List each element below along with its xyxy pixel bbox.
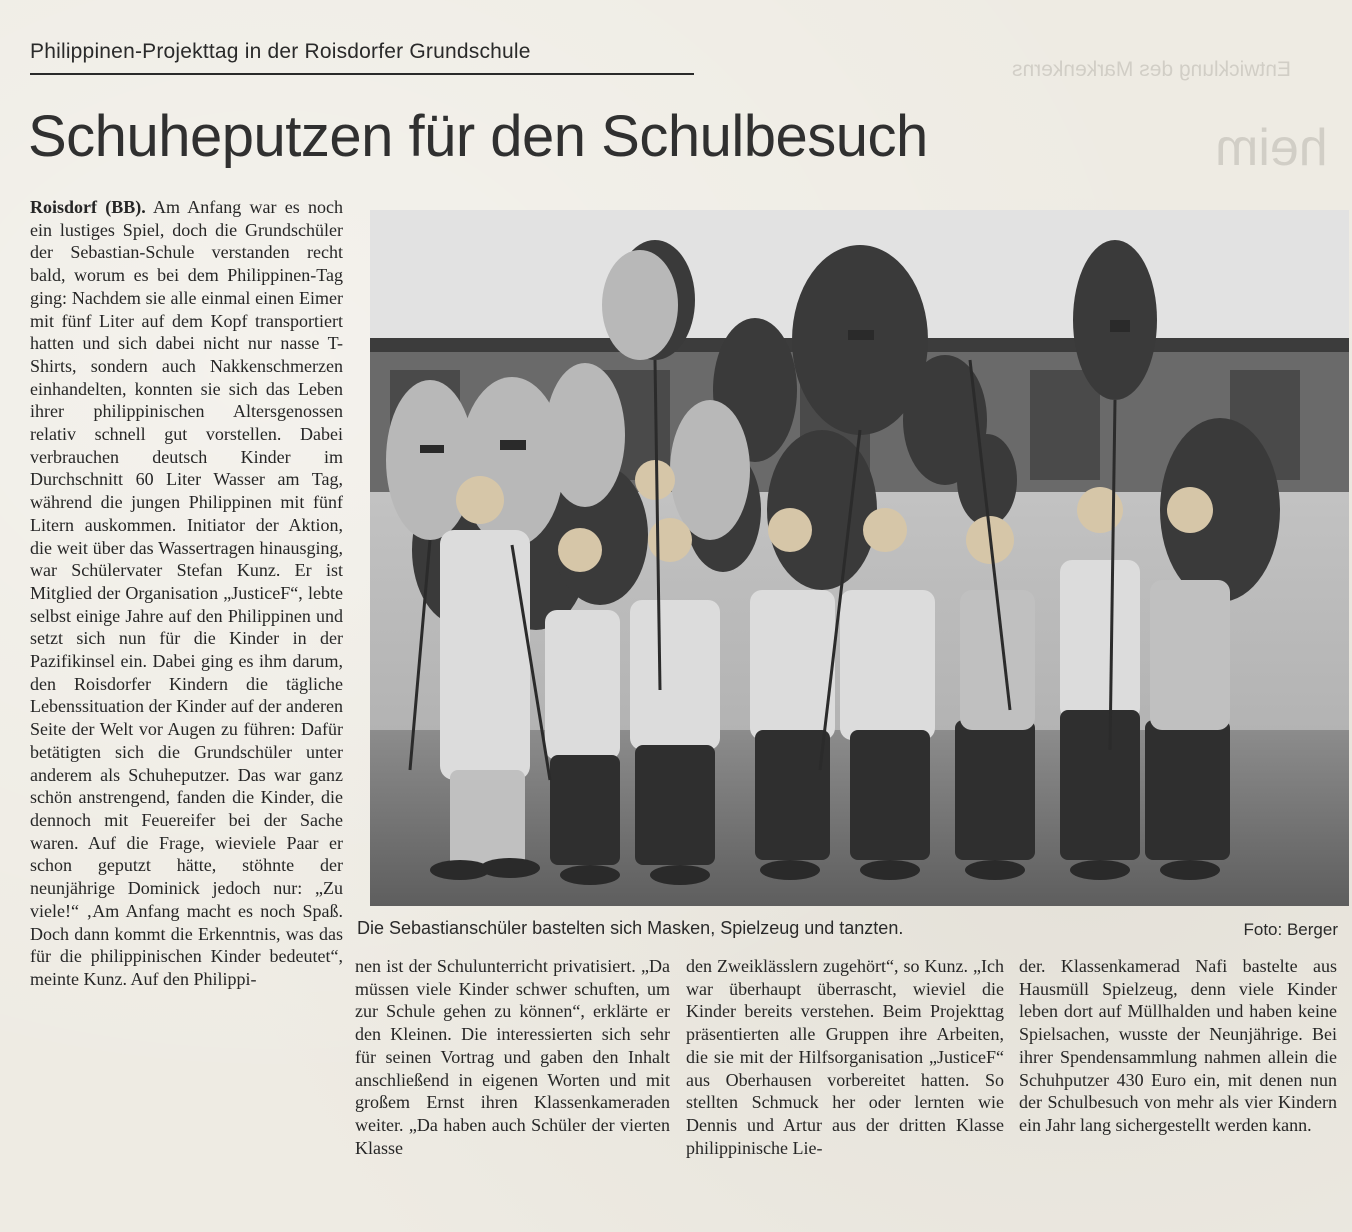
article-headline: Schuheputzen für den Schulbesuch [28, 104, 928, 169]
article-dateline: Roisdorf (BB). [30, 197, 146, 217]
photo-caption: Die Sebastianschüler bastelten sich Masken, Spielzeug und tanzten. [357, 918, 904, 938]
bleed-through-text: Entwicklung des Markenkerns [1012, 58, 1291, 81]
article-column-3 [686, 955, 1004, 1159]
kicker-underline [30, 73, 694, 75]
column-1-text: Am Anfang war es noch ein lustiges Spiel, doch die Grundschüler der Sebastian-Schule verstanden recht bald, worum es bei dem Philippinen-Tag ging: Nachdem sie alle einmal einen Eimer mit fünf Liter auf dem Kopf transportiert hatten und sich dabei nicht nur nasse T-Shirts, sondern auch Nakkenschmerzen einhandelten, konnten sie sich das Leben ihrer philippinischen Altersgenossen relativ schnell gut vorstellen. Dabei verbrauchen deutsch Kinder im Durchschnitt 60 Liter Wasser am Tag, während die jungen Philippinen mit fünf Litern auskommen. Initiator der Aktion, die weit über das Wassertragen hinausging, war Schülervater Stefan Kunz. Er ist Mitglied der Organisation „JusticeF“, lebte selbst einige Jahre auf den Philippinen und setzt sich nun für die Kinder in der Pazifikinsel ein. Dabei ging es ihm darum, den Roisdorfer Kindern die tägliche Lebenssituation der Kinder auf der anderen Seite der Welt vor Augen zu führen: Dafür betätigten sich die Grundschüler unter anderem als Schuheputzer. Das war ganz schön anstrengend, fanden die Kinder, die dennoch mit Feuereifer bei der Sache waren. Auf die Frage, wieviele Paar er schon geputzt hätte, stöhnte der neunjährige Dominick jedoch nur: „Zu viele!“ ‚Am Anfang macht es noch Spaß. Doch dann kommt die Erkenntnis, was das für die philippinischen Kinder bedeutet“, meinte Kunz. Auf den Philippi- [30, 197, 343, 989]
bleed-through-heading: heim [1215, 119, 1328, 177]
column-3-text: den Zweiklässlern zugehört“, so Kunz. „Ich war überhaupt überrascht, wieviel die Kinder bereits verstehen. Beim Projekttag präsentierten alle Gruppen ihre Arbeiten, die sie mit der Hilfsorganisation „JusticeF“ aus Oberhausen vorbereitet hatten. So stellten Schmuck her oder lernten wie Dennis und Artur aus der dritten Klasse philippinische Lie- [686, 956, 1004, 1158]
article-column-4 [1019, 955, 1337, 1137]
column-4-text: der. Klassenkamerad Nafi bastelte aus Hausmüll Spielzeug, denn viele Kinder leben dort auf Müllhalden und haben keine Spielsachen, wusste der Neunjährige. Bei ihrer Spendensammlung nahmen allein die Schuhputzer 430 Euro ein, mit denen nun der Schulbesuch von mehr als vier Kindern ein Jahr lang sichergestellt werden kann. [1019, 956, 1337, 1135]
article-column-1 [30, 196, 343, 991]
article-column-2 [355, 955, 670, 1159]
article-photo [370, 210, 1349, 906]
article-kicker: Philippinen-Projekttag in der Roisdorfer Grundschule [30, 40, 531, 63]
photo-credit: Foto: Berger [1243, 920, 1338, 939]
column-2-text: nen ist der Schulunterricht privatisiert. „Da müssen viele Kinder schwer schuften, um zur Schule gehen zu können“, erklärte er den Kleinen. Die interessierten sich sehr für seinen Vortrag und gaben den Inhalt anschließend in eigenen Worten und mit großem Ernst ihren Klassenkameraden weiter. „Da haben auch Schüler der vierten Klasse [355, 956, 670, 1158]
